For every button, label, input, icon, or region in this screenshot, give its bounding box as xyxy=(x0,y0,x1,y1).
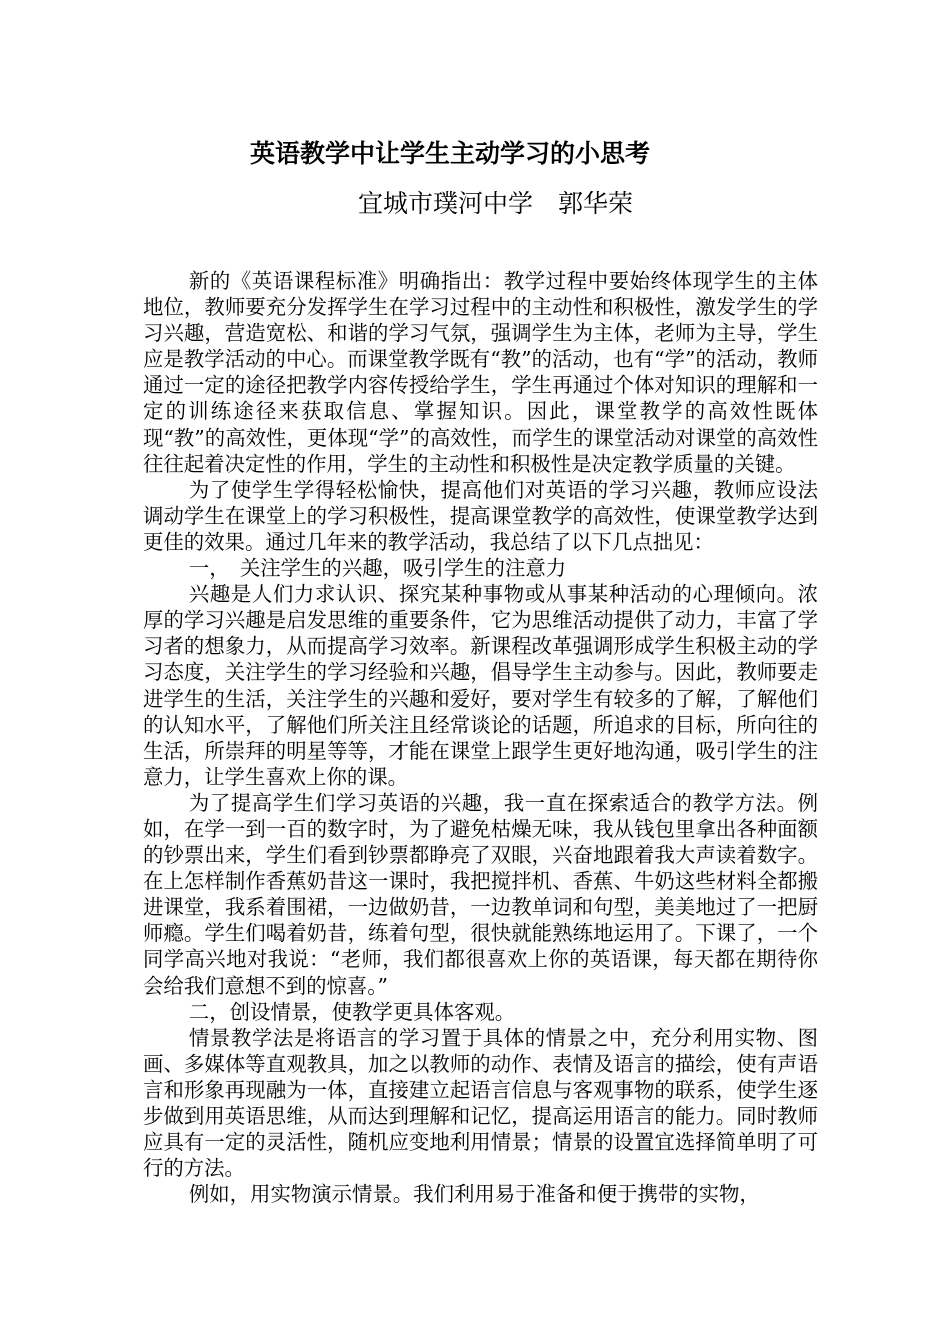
paragraph: 为了使学生学得轻松愉快，提高他们对英语的学习兴趣，教师应设法调动学生在课堂上的学习积极性，提高课堂教学的高效性，使课堂教学达到更佳的效果。通过几年来的教学活动，我总结了以下几点拙见： xyxy=(143,477,818,554)
paragraph: 新的《英语课程标准》明确指出：教学过程中要始终体现学生的主体地位，教师要充分发挥学生在学习过程中的主动性和积极性，激发学生的学习兴趣，营造宽松、和谐的学习气氛，强调学生为主体，老师为主导，学生应是教学活动的中心。而课堂教学既有“教”的活动，也有“学”的活动，教师通过一定的途径把教学内容传授给学生，学生再通过个体对知识的理解和一定的训练途径来获取信息、掌握知识。因此，课堂教学的高效性既体现“教”的高效性，更体现“学”的高效性，而学生的课堂活动对课堂的高效性往往起着决定性的作用，学生的主动性和积极性是决定教学质量的关键。 xyxy=(143,269,818,476)
paragraph: 例如，用实物演示情景。我们利用易于准备和便于携带的实物， xyxy=(188,1182,760,1207)
section-heading: 一， 关注学生的兴趣，吸引学生的注意力 xyxy=(188,556,567,581)
paragraph: 为了提高学生们学习英语的兴趣，我一直在探索适合的教学方法。例如，在学一到一百的数字时，为了避免枯燥无味，我从钱包里拿出各种面额的钞票出来，学生们看到钞票都睁亮了双眼，兴奋地跟着我大声读着数字。在上怎样制作香蕉奶昔这一课时，我把搅拌机、香蕉、牛奶这些材料全都搬进课堂，我系着围裙，一边做奶昔，一边教单词和句型，美美地过了一把厨师瘾。学生们喝着奶昔，练着句型，很快就能熟练地运用了。下课了，一个同学高兴地对我说：“老师，我们都很喜欢上你的英语课，每天都在期待你会给我们意想不到的惊喜。” xyxy=(143,790,818,998)
paragraph: 情景教学法是将语言的学习置于具体的情景之中，充分利用实物、图画、多媒体等直观教具，加之以教师的动作、表情及语言的描绘，使有声语言和形象再现融为一体，直接建立起语言信息与客观事物的联系，使学生逐步做到用英语思维，从而达到理解和记忆，提高运用语言的能力。同时教师应具有一定的灵活性，随机应变地利用情景；情景的设置宜选择简单明了可行的方法。 xyxy=(143,1025,818,1181)
section-heading: 二，创设情景，使教学更具体客观。 xyxy=(188,999,516,1024)
paragraph: 兴趣是人们力求认识、探究某种事物或从事某种活动的心理倾向。浓厚的学习兴趣是启发思维的重要条件，它为思维活动提供了动力，丰富了学习者的想象力，从而提高学习效率。新课程改革强调形成学生积极主动的学习态度，关注学生的学习经验和兴趣，倡导学生主动参与。因此，教师要走进学生的生活，关注学生的兴趣和爱好，要对学生有较多的了解，了解他们的认知水平，了解他们所关注且经常谈论的话题，所追求的目标，所向往的生活，所崇拜的明星等等，才能在课堂上跟学生更好地沟通，吸引学生的注意力，让学生喜欢上你的课。 xyxy=(143,582,818,789)
document-body xyxy=(143,268,818,1207)
author-line: 宜城市璞河中学 郭华荣 xyxy=(358,189,634,218)
document-title: 英语教学中让学生主动学习的小思考 xyxy=(249,139,650,168)
